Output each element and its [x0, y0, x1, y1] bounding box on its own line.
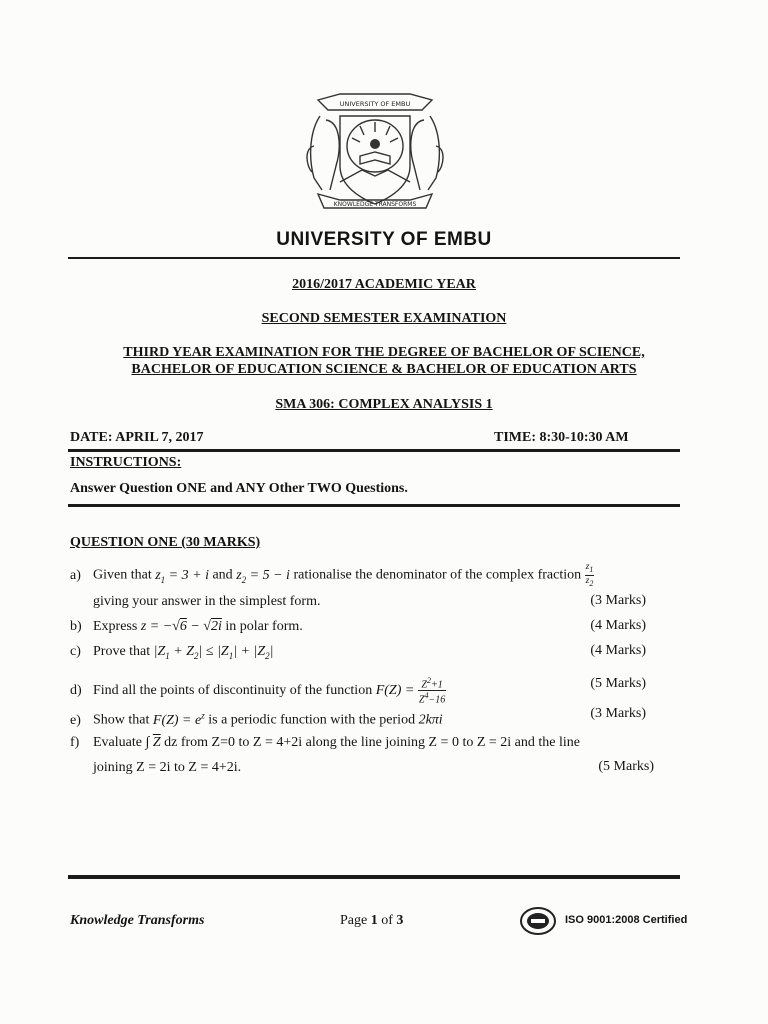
footer-rule: [68, 875, 680, 879]
iso-certification-text: ISO 9001:2008 Certified: [565, 914, 688, 926]
question-d-label: d): [70, 683, 82, 699]
iso-certification-icon: [519, 906, 557, 936]
question-c-marks: (4 Marks): [590, 643, 646, 658]
question-f-marks: (5 Marks): [598, 759, 654, 774]
question-f-text-after: dz from Z=0 to Z = 4+2i along the line joining Z = 0 to Z = 2i and the line: [160, 735, 580, 750]
formula-exp: $F(Z) = e^z$: [152, 710, 205, 728]
date-rule: [68, 449, 680, 452]
question-a-text-mid: rationalise the denominator of the complex fraction: [289, 567, 585, 583]
instructions-text: Answer Question ONE and ANY Other TWO Questions.: [70, 481, 408, 496]
question-f-text: Evaluate: [93, 735, 146, 750]
question-e-label: e): [70, 712, 81, 728]
question-f: [70, 734, 580, 752]
question-f-continuation: joining Z = 2i to Z = 4+2i.: [93, 760, 242, 775]
academic-year: 2016/2017 ACADEMIC YEAR: [292, 277, 476, 292]
crest-bottom-banner-text: KNOWLEDGE TRANSFORMS: [333, 201, 417, 208]
question-d-text: Find all the points of discontinuity of the function: [93, 683, 376, 699]
question-a-continuation: giving your answer in the simplest form.: [93, 594, 321, 609]
course-title: SMA 306: COMPLEX ANALYSIS 1: [275, 397, 493, 412]
question-a-text: Given that: [93, 567, 156, 583]
question-a-marks: (3 Marks): [590, 593, 646, 608]
university-name: UNIVERSITY OF EMBU: [276, 229, 492, 250]
question-b-label: b): [70, 619, 82, 634]
question-d: [70, 676, 446, 706]
page-total: 3: [396, 913, 404, 928]
question-b-text: Express: [93, 619, 141, 634]
instructions-rule: [68, 504, 680, 507]
question-e-text: Show that: [93, 712, 153, 728]
question-b: [70, 618, 303, 636]
instructions-title: INSTRUCTIONS:: [70, 455, 182, 470]
question-e: [70, 706, 443, 730]
page-of: of: [377, 913, 397, 928]
question-a: a) Given that $z_1 = 3 + i$ and $z_2 = 5 - i$ rationalise the denominator of the complex fraction $\frac{z_1}{z_2}$: [70, 562, 594, 588]
question-c: [70, 643, 274, 665]
degree-line-1: THIRD YEAR EXAMINATION FOR THE DEGREE OF BACHELOR OF SCIENCE,: [123, 345, 645, 360]
formula-integral: ∫ $\overline{Z}$: [145, 735, 161, 750]
question-c-label: c): [70, 644, 81, 659]
semester-title: SECOND SEMESTER EXAMINATION: [261, 311, 507, 326]
footer-page-number: [340, 913, 403, 929]
page-current: 1: [370, 913, 378, 928]
formula-polar: z = −√6 − √2i: [140, 619, 222, 634]
university-crest-logo: [300, 86, 450, 216]
exam-time: TIME: 8:30-10:30 AM: [494, 430, 629, 445]
question-e-text-after: is a periodic function with the period: [204, 712, 419, 728]
question-b-text-after: in polar form.: [221, 619, 303, 634]
question-d-marks: (5 Marks): [590, 676, 646, 691]
question-c-text: Prove that: [93, 644, 154, 659]
header-rule: [68, 257, 680, 259]
footer-motto: Knowledge Transforms: [70, 913, 205, 928]
question-e-marks: (3 Marks): [590, 706, 646, 721]
fraction-function: $\frac{Z^2+1}{Z^4-16}$: [418, 676, 446, 706]
exam-date: DATE: APRIL 7, 2017: [70, 430, 204, 445]
crest-top-banner-text: UNIVERSITY OF EMBU: [339, 100, 411, 108]
formula-triangle-inequality: $|Z_1 + Z_2| \le |Z_1| + |Z_2|$: [153, 644, 274, 661]
question-a-label: a): [70, 567, 81, 583]
formula-period: 2kπi: [418, 712, 443, 728]
formula-z1-z2: $z_1 = 3 + i$: [155, 567, 209, 585]
fraction-z1-over-z2: $\frac{z_1}{z_2}$: [585, 562, 594, 588]
degree-line-2: BACHELOR OF EDUCATION SCIENCE & BACHELOR OF EDUCATION ARTS: [131, 362, 637, 377]
formula-function-fz: F(Z) =: [375, 683, 418, 699]
question-f-label: f): [70, 735, 80, 750]
page-prefix: Page: [340, 913, 371, 928]
question-b-marks: (4 Marks): [590, 618, 646, 633]
question-one-title: QUESTION ONE (30 MARKS): [70, 535, 261, 550]
